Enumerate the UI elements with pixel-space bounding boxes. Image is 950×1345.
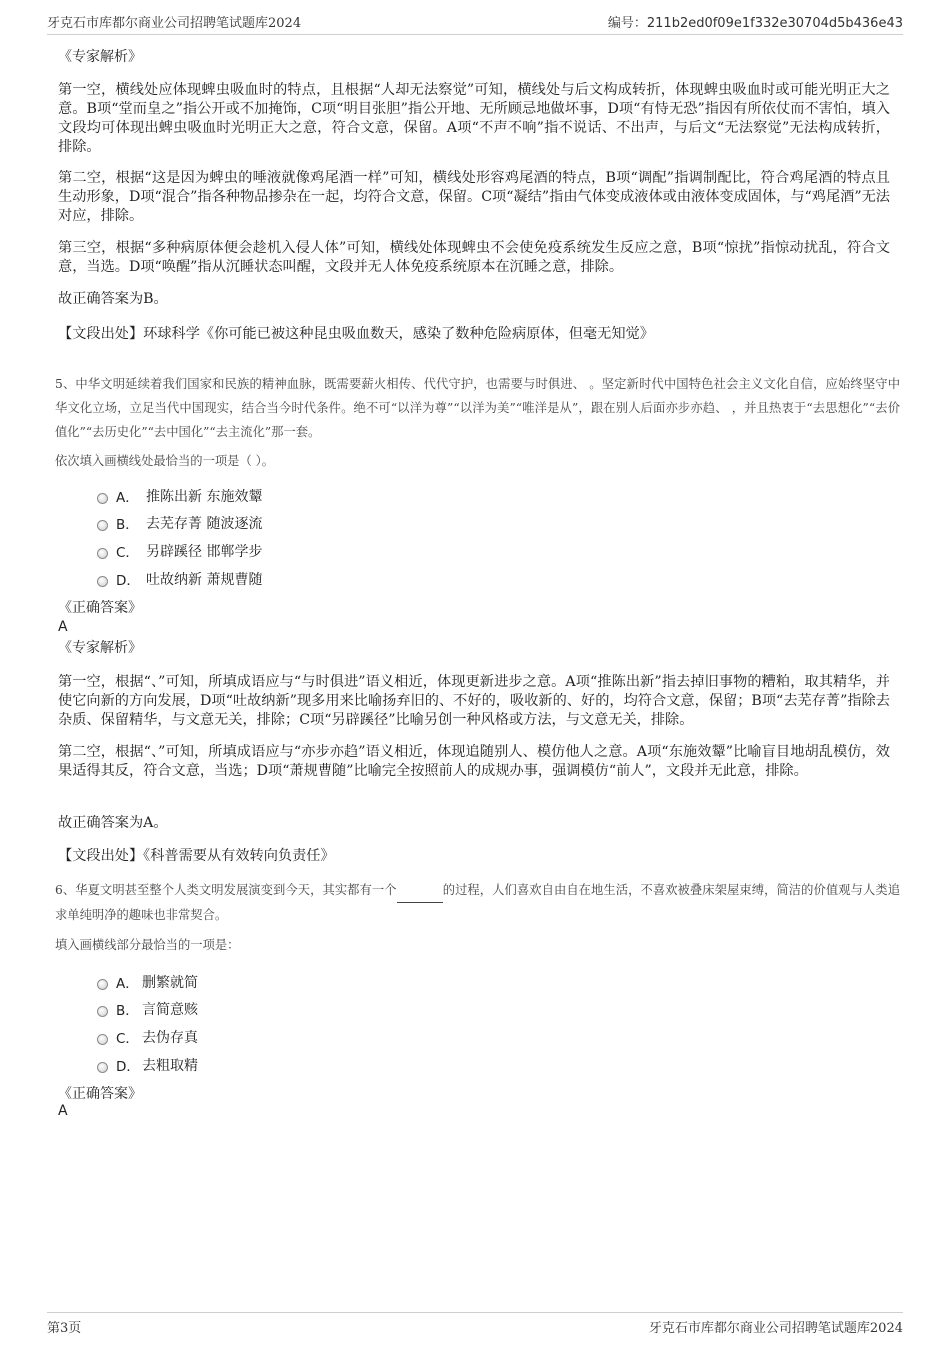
radio-icon[interactable] [97, 576, 108, 587]
question-6-option-c[interactable] [97, 1027, 198, 1047]
question-5-prompt: 依次填入画横线处最恰当的一项是（ ）。 [55, 454, 275, 468]
passage-source: 【文段出处】环球科学《你可能已被这种昆虫吸血数天，感染了数种危险病原体，但毫无知觉》 [58, 326, 654, 342]
option-letter: C． [116, 545, 139, 561]
document-number: 编号：211b2ed0f09e1f332e30704d5b436e43 [607, 16, 903, 31]
question-5-option-a[interactable] [97, 486, 262, 506]
page-number: 第3页 [47, 1321, 82, 1336]
correct-answer-label: 《正确答案》 [58, 1086, 142, 1102]
option-letter: D． [116, 573, 140, 589]
analysis-paragraph-2: 第二空，根据“、”可知，所填成语应与“亦步亦趋”语义相近，体现追随别人、模仿他人之意。A项“东施效颦”比喻盲目地胡乱模仿，效果适得其反，符合文意，当选；D项“萧规曹随”比喻完全按照前人的成规办事，强调模仿“前人”，文段并无此意，排除。 [58, 744, 890, 779]
option-letter: C． [116, 1031, 139, 1047]
correct-answer-value: A [58, 619, 68, 635]
blank-line [397, 878, 443, 903]
question-5-option-c[interactable] [97, 541, 262, 561]
option-text: 吐故纳新 萧规曹随 [146, 572, 263, 588]
option-letter: D． [116, 1059, 140, 1075]
analysis-conclusion: 故正确答案为B。 [58, 291, 168, 307]
analysis-paragraph-3: 第三空，根据“多种病原体便会趁机入侵人体”可知，横线处体现蜱虫不会使免疫系统发生反应之意，B项“惊扰”指惊动扰乱，符合文意，当选。D项“唤醒”指从沉睡状态叫醒，文段并无人体免疫系统原本在沉睡之意，排除。 [58, 240, 890, 275]
question-5-stem: 5、中华文明延续着我们国家和民族的精神血脉，既需要薪火相传、代代守护，也需要与时俱进、 。坚定新时代中国特色社会主义文化自信，应始终坚守中华文化立场，立足当代中国现实，结合当今时代条件。绝不可“以洋为尊”“以洋为美”“唯洋是从”，跟在别人后面亦步亦趋、 ，并且热衷于“去思想化”“去价值化”“去历史化”“去中国化”“去主流化”那一套。 [55, 377, 900, 439]
correct-answer-value: A [58, 1103, 68, 1119]
radio-icon[interactable] [97, 548, 108, 559]
option-text: 去粗取精 [142, 1058, 198, 1074]
correct-answer-label: 《正确答案》 [58, 600, 142, 616]
header-title: 牙克石市库都尔商业公司招聘笔试题库2024 [47, 16, 302, 31]
question-6-prompt: 填入画横线部分最恰当的一项是： [55, 938, 240, 952]
expert-analysis-label: 《专家解析》 [58, 640, 142, 656]
radio-icon[interactable] [97, 979, 108, 990]
expert-analysis-label: 《专家解析》 [58, 49, 142, 65]
radio-icon[interactable] [97, 1006, 108, 1017]
radio-icon[interactable] [97, 1034, 108, 1045]
option-letter: A． [116, 490, 139, 506]
question-6-option-b[interactable] [97, 999, 198, 1019]
option-text: 去芜存菁 随波逐流 [146, 516, 263, 532]
analysis-paragraph-1: 第一空，根据“、”可知，所填成语应与“与时俱进”语义相近，体现更新进步之意。A项“推陈出新”指去掉旧事物的糟粕，取其精华，并使它向新的方向发展，D项“吐故纳新”现多用来比喻扬弃旧的、不好的，吸收新的、好的，均符合文意，保留；B项“去芜存菁”指除去杂质、保留精华，与文意无关，排除；C项“另辟蹊径”比喻另创一种风格或方法，与文意无关，排除。 [58, 674, 890, 728]
option-text: 另辟蹊径 邯郸学步 [146, 544, 263, 560]
analysis-paragraph-2: 第二空，根据“这是因为蜱虫的唾液就像鸡尾酒一样”可知，横线处形容鸡尾酒的特点，B项“调配”指调制配比，符合鸡尾酒的特点且生动形象，D项“混合”指各种物品掺杂在一起，均符合文意，保留。C项“凝结”指由气体变成液体或由液体变成固体，与“鸡尾酒”无法对应，排除。 [58, 170, 890, 224]
question-6-option-d[interactable] [97, 1055, 198, 1075]
option-letter: A． [116, 976, 139, 992]
option-text: 推陈出新 东施效颦 [146, 489, 263, 505]
radio-icon[interactable] [97, 1062, 108, 1073]
option-letter: B． [116, 517, 139, 533]
page-header [47, 12, 903, 35]
question-5-option-b[interactable] [97, 513, 262, 533]
question-6-stem [55, 878, 900, 927]
question-6-stem-after: 的过程，人们喜欢自由自在地生活，不喜欢被叠床架屋束缚，简洁的价值观与人类追求单纯明净的趣味也非常契合。 [55, 883, 900, 922]
footer-title: 牙克石市库都尔商业公司招聘笔试题库2024 [648, 1321, 903, 1336]
analysis-paragraph-1: 第一空，横线处应体现蜱虫吸血时的特点，且根据“人却无法察觉”可知，横线处与后文构成转折，体现蜱虫吸血时或可能光明正大之意。B项“堂而皇之”指公开或不加掩饰，C项“明目张胆”指公开地、无所顾忌地做坏事，D项“有恃无恐”指因有所依仗而不害怕，填入文段均可体现出蜱虫吸血时光明正大之意，符合文意，保留。A项“不声不响”指不说话、不出声，与后文“无法察觉”无法构成转折，排除。 [58, 82, 890, 155]
option-text: 删繁就简 [142, 975, 198, 991]
option-text: 言简意赅 [142, 1002, 198, 1018]
radio-icon[interactable] [97, 520, 108, 531]
analysis-conclusion: 故正确答案为A。 [58, 815, 168, 831]
page-footer [47, 1312, 903, 1339]
option-letter: B． [116, 1003, 139, 1019]
radio-icon[interactable] [97, 493, 108, 504]
question-6-option-a[interactable] [97, 972, 198, 992]
passage-source: 【文段出处】《科普需要从有效转向负责任》 [58, 848, 335, 864]
question-5-option-d[interactable] [97, 569, 262, 589]
option-text: 去伪存真 [142, 1030, 198, 1046]
question-6-stem-before: 6、华夏文明甚至整个人类文明发展演变到今天，其实都有一个 [55, 883, 397, 897]
